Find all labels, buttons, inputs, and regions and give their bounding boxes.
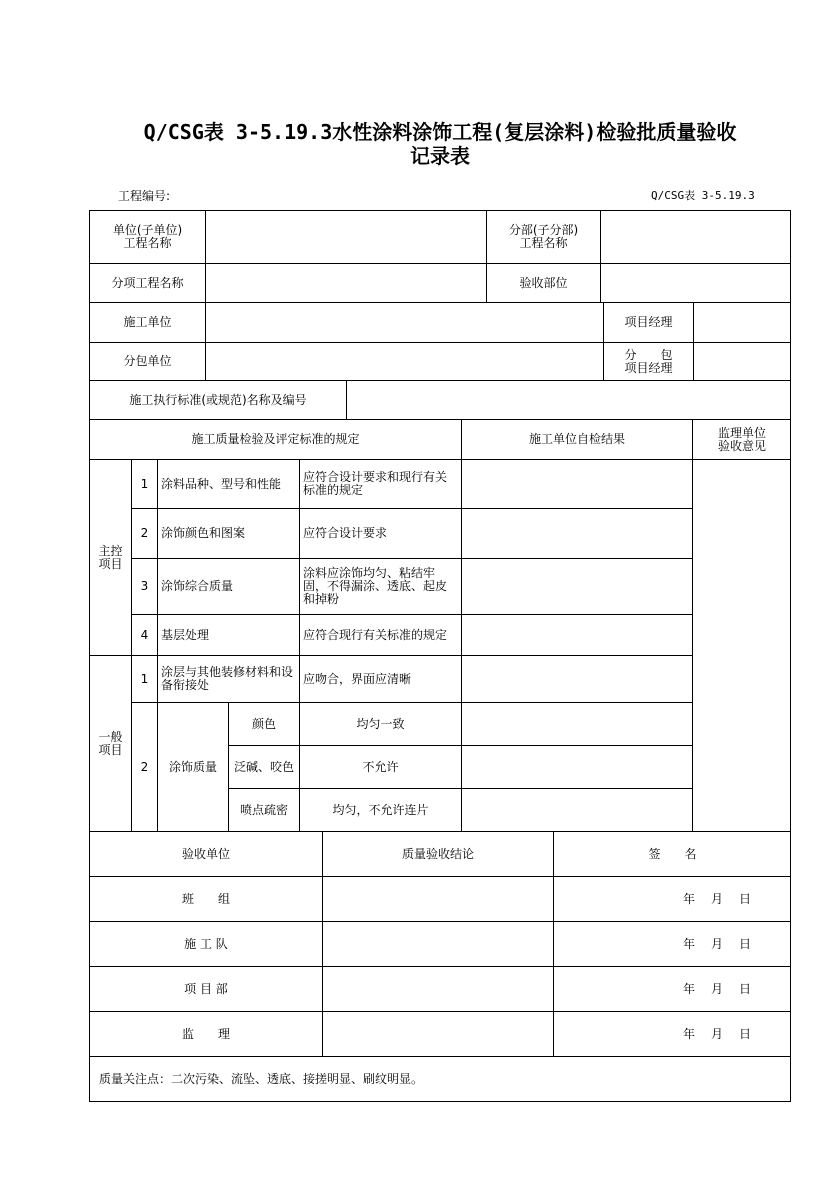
main-item-result[interactable] [462,559,693,615]
sub-division-field[interactable] [601,211,791,264]
sub-item-requirement: 均匀，不允许连片 [300,789,462,832]
main-item-result[interactable] [462,509,693,559]
sign-row-name: 项 目 部 [90,967,323,1012]
general-item-no: 1 [132,656,158,703]
general-item-requirement: 应吻合，界面应清晰 [300,656,462,703]
sign-row-name: 施 工 队 [90,922,323,967]
item-name-field[interactable] [206,264,487,303]
acceptance-part-label: 验收部位 [487,264,601,303]
sub-item-requirement: 不允许 [300,746,462,789]
main-item-name: 涂饰颜色和图案 [158,509,300,559]
subcontractor-label: 分包单位 [90,343,206,381]
page-title [80,120,800,168]
main-item-result[interactable] [462,615,693,656]
acceptance-part-field[interactable] [601,264,791,303]
unit-name-label: 单位(子单位) 工程名称 [90,211,206,264]
sub-pm-field[interactable] [694,343,791,381]
pm-label: 项目经理 [604,303,694,343]
main-item-name: 涂料品种、型号和性能 [158,460,300,509]
contractor-field[interactable] [206,303,604,343]
spec-header: 施工质量检验及评定标准的规定 [90,420,462,460]
main-control-label: 主控 项目 [90,460,132,656]
supervisor-opinion-field[interactable] [693,460,791,832]
sign-row-conclusion[interactable] [323,967,554,1012]
inspection-form-table [89,210,791,1102]
sub-item-result[interactable] [462,789,693,832]
main-item-requirement: 应符合设计要求和现行有关标准的规定 [300,460,462,509]
main-item-result[interactable] [462,460,693,509]
sign-row-name: 班 组 [90,877,323,922]
sub-item-requirement: 均匀一致 [300,703,462,746]
contractor-label: 施工单位 [90,303,206,343]
pm-field[interactable] [694,303,791,343]
subcontractor-field[interactable] [206,343,604,381]
acceptance-unit-header: 验收单位 [90,832,323,877]
sub-division-label: 分部(子分部) 工程名称 [487,211,601,264]
main-item-requirement: 应符合设计要求 [300,509,462,559]
project-no-label: 工程编号: [118,189,171,203]
signature-header: 签 名 [554,832,791,877]
main-item-requirement: 涂料应涂饰均匀、粘结牢固，不得漏涂、透底、起皮和掉粉 [300,559,462,615]
main-item-no: 4 [132,615,158,656]
standard-field[interactable] [347,381,791,420]
item-name-label: 分项工程名称 [90,264,206,303]
coating-quality-label: 涂饰质量 [158,703,229,832]
sign-row-date[interactable]: 年 月 日 [554,877,791,922]
sign-row-date[interactable]: 年 月 日 [554,1012,791,1057]
sub-item-result[interactable] [462,703,693,746]
quality-note: 质量关注点：二次污染、流坠、透底、接搓明显、刷纹明显。 [99,1071,424,1086]
sign-row-conclusion[interactable] [323,877,554,922]
main-item-name: 涂饰综合质量 [158,559,300,615]
standard-label: 施工执行标准(或规范)名称及编号 [90,381,347,420]
self-check-header: 施工单位自检结果 [462,420,693,460]
unit-name-field[interactable] [206,211,487,264]
title-line-2: 记录表 [410,144,470,168]
title-line-1: Q/CSG表 3-5.19.3水性涂料涂饰工程(复层涂料)检验批质量验收 [143,120,737,144]
form-code: Q/CSG表 3-5.19.3 [651,189,755,202]
general-label: 一般 项目 [90,656,132,832]
main-item-no: 2 [132,509,158,559]
sub-item-name: 泛碱、咬色 [229,746,300,789]
sub-item-name: 颜色 [229,703,300,746]
sub-item-name: 喷点疏密 [229,789,300,832]
sub-pm-label: 分 包 项目经理 [604,343,694,381]
main-item-no: 1 [132,460,158,509]
main-item-no: 3 [132,559,158,615]
conclusion-header: 质量验收结论 [323,832,554,877]
general-item-name: 涂层与其他装修材料和设备衔接处 [158,656,300,703]
sign-row-conclusion[interactable] [323,1012,554,1057]
general-item-result[interactable] [462,656,693,703]
sub-item-result[interactable] [462,746,693,789]
main-item-name: 基层处理 [158,615,300,656]
sign-row-name: 监 理 [90,1012,323,1057]
general-item-no: 2 [132,703,158,832]
sign-row-date[interactable]: 年 月 日 [554,922,791,967]
supervisor-header: 监理单位 验收意见 [693,420,791,460]
sign-row-conclusion[interactable] [323,922,554,967]
main-item-requirement: 应符合现行有关标准的规定 [300,615,462,656]
sign-row-date[interactable]: 年 月 日 [554,967,791,1012]
